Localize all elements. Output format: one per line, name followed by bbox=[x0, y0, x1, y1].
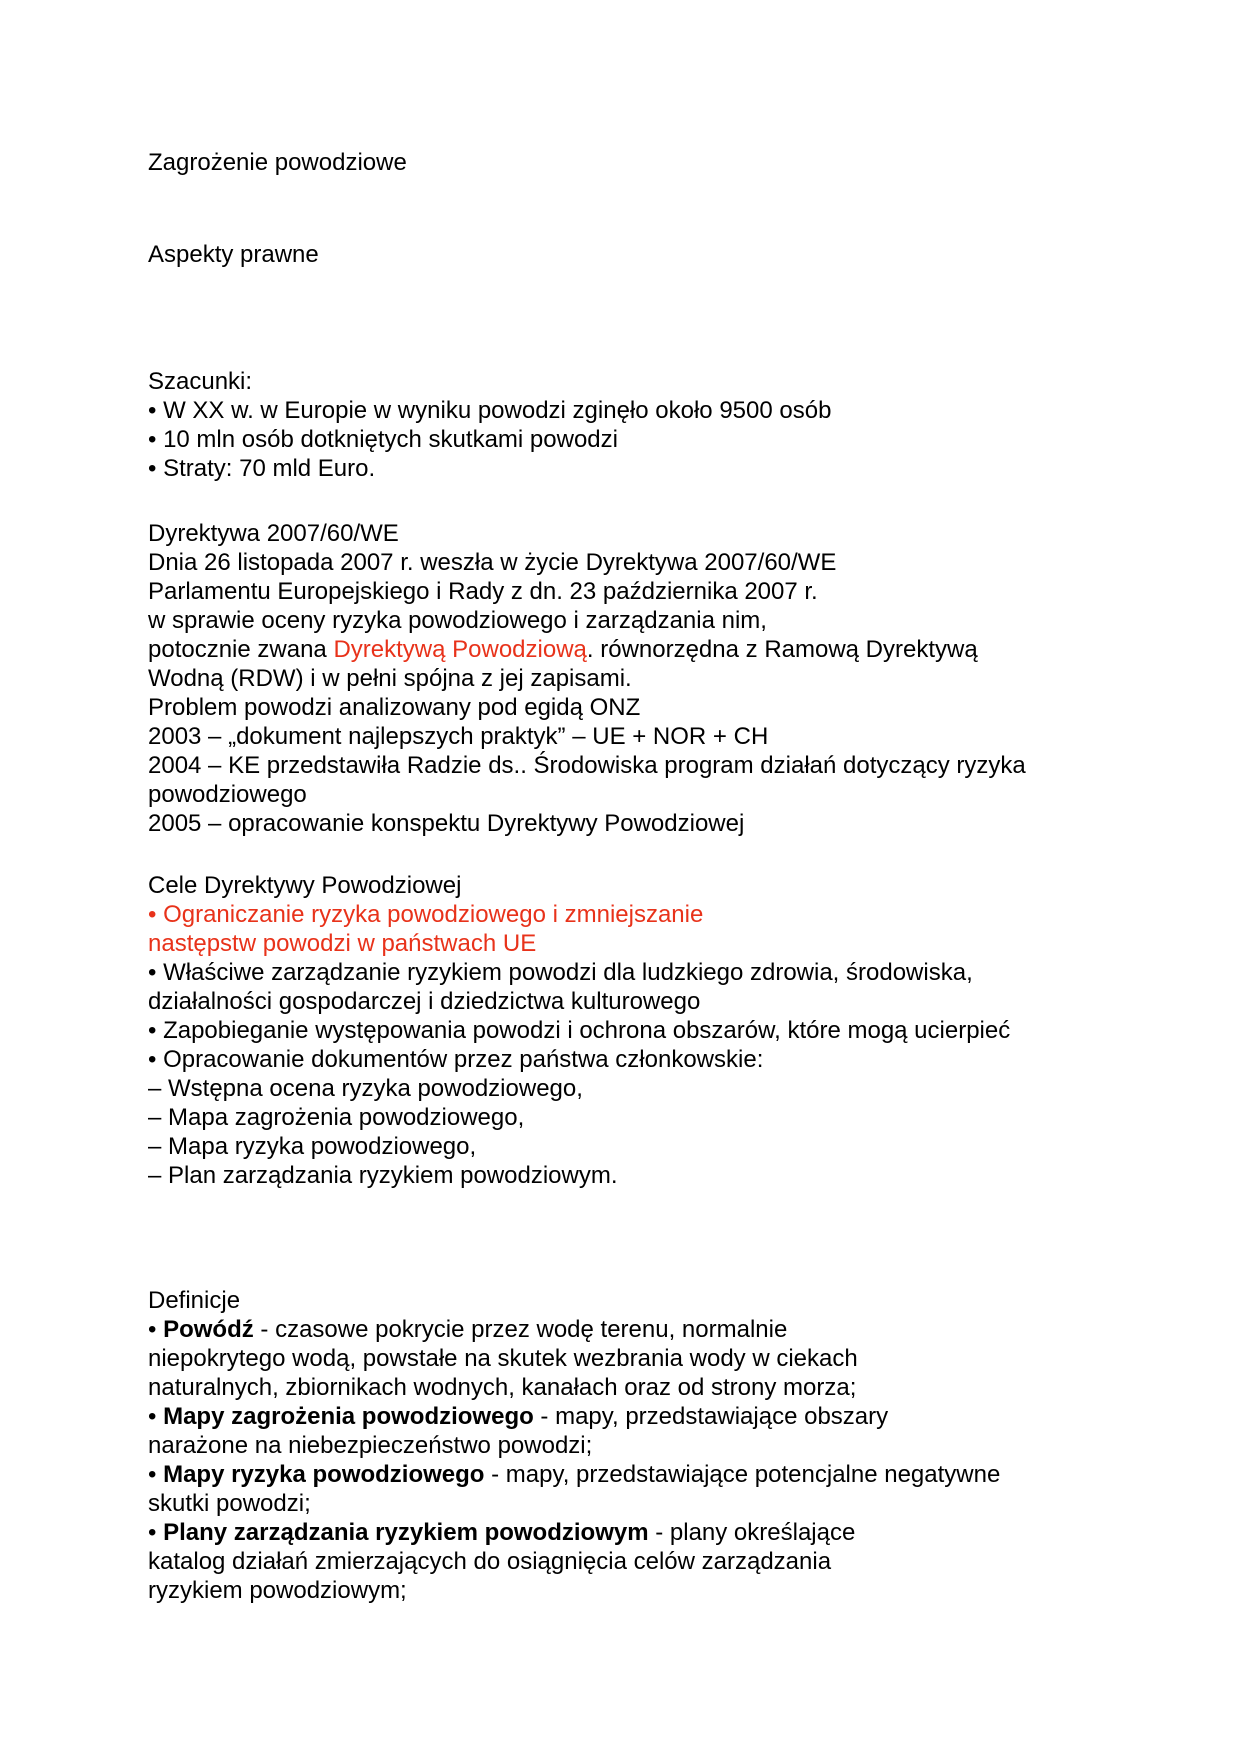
directive-text: potocznie zwana bbox=[148, 636, 334, 663]
document-subtitle: Aspekty prawne bbox=[148, 241, 319, 268]
directive-line: 2003 – „dokument najlepszych praktyk” – UE + NOR + CH bbox=[148, 723, 769, 750]
goals-line: • Opracowanie dokumentów przez państwa członkowskie: bbox=[148, 1046, 764, 1073]
directive-line: 2004 – KE przedstawiła Radzie ds.. Środowiska program działań dotyczący ryzyka bbox=[148, 752, 1026, 779]
definition-term: Powódź bbox=[163, 1316, 254, 1343]
directive-highlight: Dyrektywą Powodziową bbox=[333, 636, 587, 663]
bullet: • bbox=[148, 1461, 164, 1488]
bullet: • bbox=[148, 1403, 164, 1430]
estimates-item: • Straty: 70 mld Euro. bbox=[148, 455, 376, 482]
definitions-heading: Definicje bbox=[148, 1287, 241, 1314]
bullet: • bbox=[148, 1519, 164, 1546]
directive-line: 2005 – opracowanie konspektu Dyrektywy Powodziowej bbox=[148, 810, 745, 837]
goals-line: – Mapa ryzyka powodziowego, bbox=[148, 1133, 477, 1160]
directive-line: Parlamentu Europejskiego i Rady z dn. 23 października 2007 r. bbox=[148, 578, 818, 605]
estimates-item: • W XX w. w Europie w wyniku powodzi zginęło około 9500 osób bbox=[148, 397, 832, 424]
directive-text: . równorzędna z Ramową Dyrektywą bbox=[586, 636, 978, 663]
goals-highlight-line: następstw powodzi w państwach UE bbox=[148, 930, 537, 957]
directive-line: Wodną (RDW) i w pełni spójna z jej zapisami. bbox=[148, 665, 632, 692]
goals-line: – Plan zarządzania ryzykiem powodziowym. bbox=[148, 1162, 618, 1189]
definition-line: skutki powodzi; bbox=[148, 1490, 311, 1517]
directive-line: powodziowego bbox=[148, 781, 307, 808]
definition-term: Mapy zagrożenia powodziowego bbox=[163, 1403, 534, 1430]
definition-line: naturalnych, zbiornikach wodnych, kanałach oraz od strony morza; bbox=[148, 1374, 857, 1401]
goals-line: – Wstępna ocena ryzyka powodziowego, bbox=[148, 1075, 583, 1102]
directive-line: Problem powodzi analizowany pod egidą ONZ bbox=[148, 694, 641, 721]
goals-heading: Cele Dyrektywy Powodziowej bbox=[148, 872, 462, 899]
definition-line bbox=[148, 1315, 787, 1344]
definition-text: - plany określające bbox=[648, 1519, 856, 1546]
definition-text: - mapy, przedstawiające potencjalne negatywne bbox=[484, 1461, 1001, 1488]
goals-line: działalności gospodarczej i dziedzictwa kulturowego bbox=[148, 988, 701, 1015]
directive-line bbox=[148, 635, 978, 664]
definition-line: narażone na niebezpieczeństwo powodzi; bbox=[148, 1432, 593, 1459]
directive-line: Dnia 26 listopada 2007 r. weszła w życie Dyrektywa 2007/60/WE bbox=[148, 549, 837, 576]
definition-text: - czasowe pokrycie przez wodę terenu, normalnie bbox=[253, 1316, 788, 1343]
directive-line: w sprawie oceny ryzyka powodziowego i zarządzania nim, bbox=[148, 607, 767, 634]
goals-line: • Właściwe zarządzanie ryzykiem powodzi dla ludzkiego zdrowia, środowiska, bbox=[148, 959, 973, 986]
definition-line: katalog działań zmierzających do osiągnięcia celów zarządzania bbox=[148, 1548, 832, 1575]
goals-highlight-line: • Ograniczanie ryzyka powodziowego i zmniejszanie bbox=[148, 901, 704, 928]
bullet: • bbox=[148, 1316, 164, 1343]
definition-line: niepokrytego wodą, powstałe na skutek wezbrania wody w ciekach bbox=[148, 1345, 858, 1372]
goals-line: • Zapobieganie występowania powodzi i ochrona obszarów, które mogą ucierpieć bbox=[148, 1017, 1011, 1044]
definition-term: Mapy ryzyka powodziowego bbox=[163, 1461, 485, 1488]
definition-text: - mapy, przedstawiające obszary bbox=[533, 1403, 889, 1430]
goals-line: – Mapa zagrożenia powodziowego, bbox=[148, 1104, 525, 1131]
definition-line: ryzykiem powodziowym; bbox=[148, 1577, 407, 1604]
definition-term: Plany zarządzania ryzykiem powodziowym bbox=[163, 1519, 649, 1546]
document-title: Zagrożenie powodziowe bbox=[148, 149, 407, 176]
definition-line bbox=[148, 1460, 1000, 1489]
definition-line bbox=[148, 1518, 855, 1547]
directive-heading: Dyrektywa 2007/60/WE bbox=[148, 520, 399, 547]
estimates-heading: Szacunki: bbox=[148, 368, 253, 395]
estimates-item: • 10 mln osób dotkniętych skutkami powodzi bbox=[148, 426, 618, 453]
definition-line bbox=[148, 1402, 888, 1431]
